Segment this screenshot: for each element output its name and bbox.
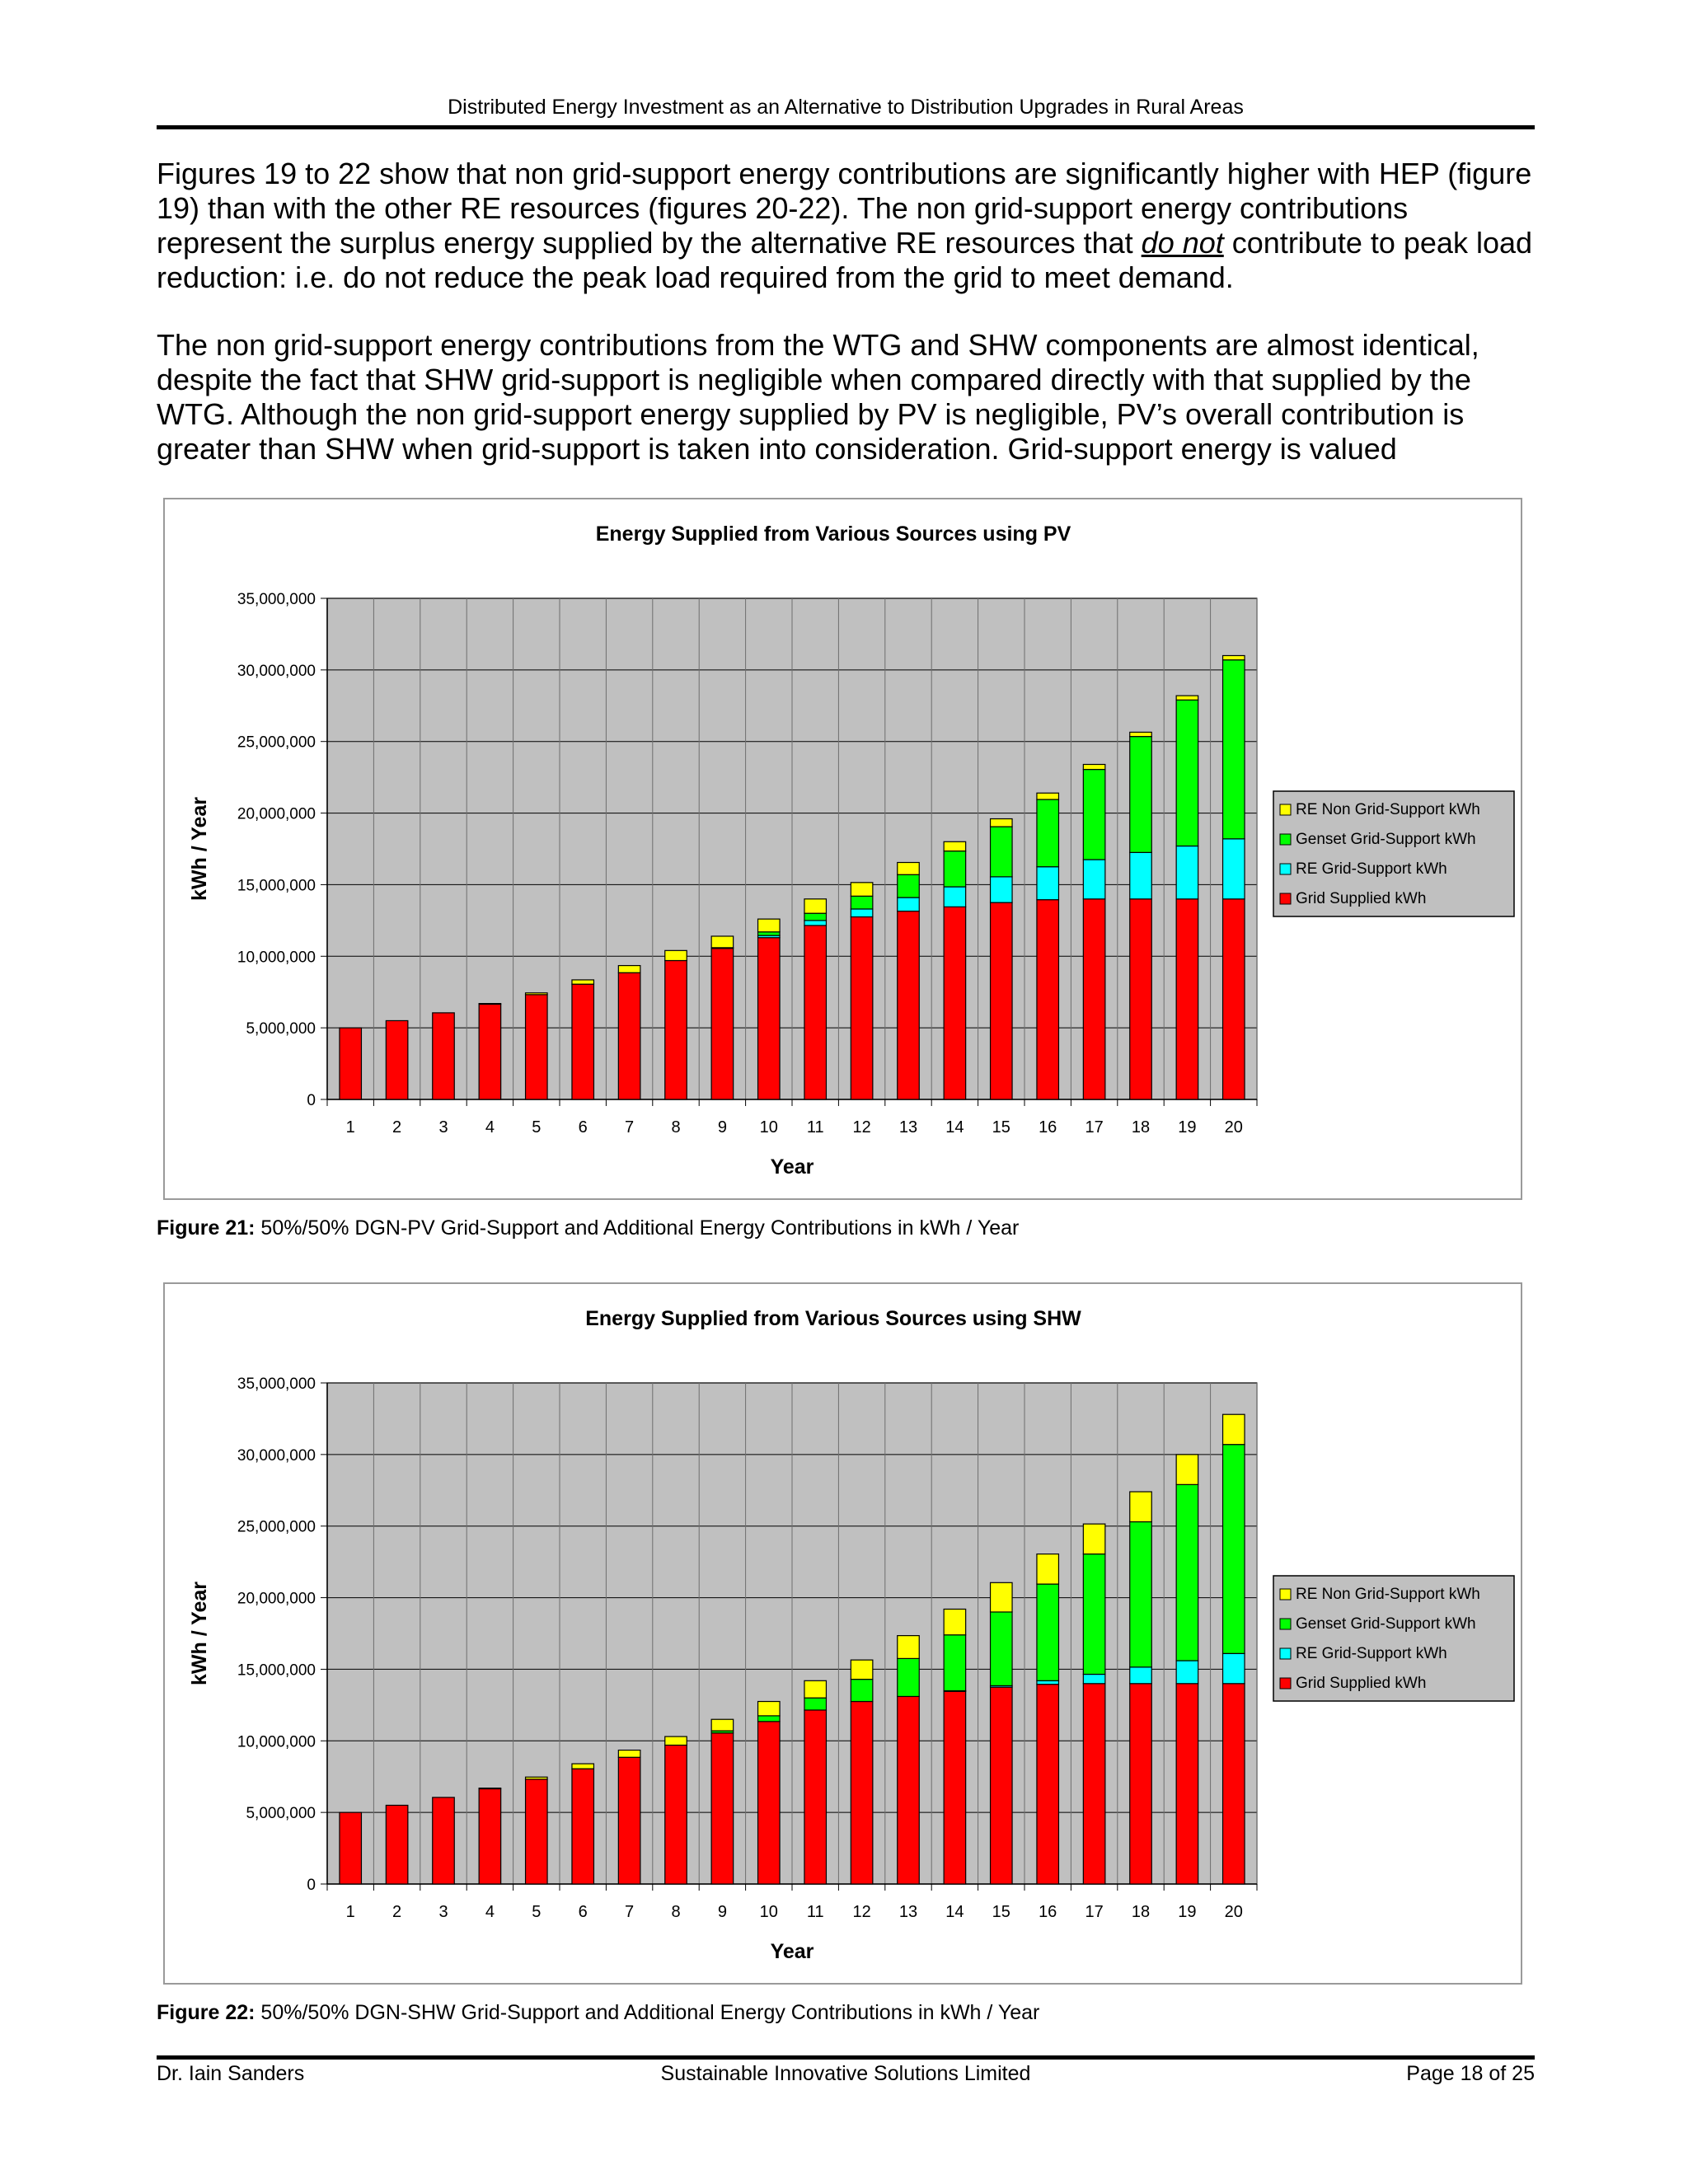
bar-segment [1037, 793, 1059, 799]
bar-segment [1223, 660, 1245, 839]
bar-segment [991, 1582, 1013, 1612]
bar-segment [1130, 1684, 1152, 1884]
legend-swatch [1280, 804, 1291, 815]
x-tick-label: 5 [532, 1903, 542, 1921]
bar-segment [758, 938, 781, 1099]
x-tick-label: 20 [1224, 1903, 1243, 1921]
bar-segment [1176, 696, 1198, 700]
bar-segment [1083, 765, 1105, 770]
bar-segment [572, 980, 594, 984]
bar-segment [1037, 1584, 1059, 1680]
bar-segment [851, 909, 873, 917]
bar-segment [1176, 899, 1198, 1099]
bar-segment [851, 917, 873, 1099]
bar-segment [618, 966, 640, 973]
bar-segment [711, 949, 734, 1099]
bar-segment [898, 874, 920, 898]
y-tick-label: 35,000,000 [237, 591, 316, 608]
figure-21-label: Figure 21: [157, 1216, 256, 1240]
y-tick-label: 30,000,000 [237, 1446, 316, 1465]
bar-segment [944, 1691, 966, 1884]
y-tick-label: 0 [307, 1877, 316, 1894]
bar-segment [526, 995, 548, 1099]
bar-segment [1130, 852, 1152, 898]
paragraph-2: The non grid-support energy contributions from the WTG and SHW components are almost identical, despite the fact that SHW grid-support is negligible when compared directly with that supplied by the WTG. Although the non grid-support energy supplied by PV is negligible, PV’s overall contribution is greater than SHW when grid-support is taken into consideration. Grid-support energy is valued [157, 328, 1479, 466]
x-tick-label: 10 [759, 1118, 778, 1137]
bar-segment [665, 1745, 687, 1884]
bar-segment [1130, 1522, 1152, 1667]
bar-segment [1037, 867, 1059, 900]
x-tick-label: 2 [392, 1118, 402, 1137]
legend-label: RE Grid-Support kWh [1296, 1645, 1447, 1662]
x-tick-label: 3 [438, 1903, 448, 1921]
bar-segment [526, 993, 548, 995]
x-tick-label: 13 [898, 1118, 918, 1137]
legend-swatch [1280, 893, 1291, 904]
bar-segment [1083, 860, 1105, 899]
bar-segment [758, 1722, 781, 1884]
legend-label: RE Grid-Support kWh [1296, 860, 1447, 878]
bar-segment [944, 1609, 966, 1634]
bar-segment [804, 1710, 827, 1884]
chart-pv-container [163, 498, 1522, 1200]
footer-company: Sustainable Innovative Solutions Limited [660, 2062, 1031, 2085]
bar-segment [1223, 899, 1245, 1099]
bar-segment [991, 877, 1013, 902]
x-axis-title: Year [770, 1940, 814, 1963]
legend-label: Genset Grid-Support kWh [1296, 831, 1476, 848]
x-tick-label: 13 [898, 1903, 918, 1921]
x-tick-label: 4 [485, 1903, 495, 1921]
paragraph-1-text-b: contribute to peak load reduction: i.e. do not reduce the peak load required from the grid to meet demand. [157, 226, 1533, 294]
bar-segment [665, 960, 687, 1099]
x-tick-label: 12 [852, 1118, 871, 1137]
bar-segment [851, 896, 873, 909]
bar-segment [991, 819, 1013, 827]
x-tick-label: 11 [806, 1118, 824, 1137]
chart-shw-container [163, 1282, 1522, 1985]
bar-segment [898, 1658, 920, 1696]
x-tick-label: 7 [625, 1903, 635, 1921]
bar-segment [479, 1788, 501, 1884]
bar-segment [1130, 732, 1152, 736]
bar-segment [479, 1004, 501, 1099]
chart-title: Energy Supplied from Various Sources using PV [595, 523, 1071, 546]
bar-segment [944, 907, 966, 1099]
bar-segment [944, 851, 966, 887]
bar-segment [991, 1687, 1013, 1884]
bar-segment [898, 1696, 920, 1884]
x-tick-label: 15 [992, 1118, 1010, 1137]
bar-segment [991, 902, 1013, 1099]
bar-segment [1083, 899, 1105, 1099]
legend-swatch [1280, 834, 1291, 845]
bar-segment [572, 1764, 594, 1769]
bar-segment [1130, 1492, 1152, 1521]
legend-swatch [1280, 1619, 1291, 1629]
bar-segment [618, 972, 640, 1099]
bar-segment [1223, 655, 1245, 659]
y-axis-title: kWh / Year [188, 1582, 211, 1685]
figure-21-caption [157, 1216, 1019, 1240]
paragraph-1-text-a: Figures 19 to 22 show that non grid-support energy contributions are significantly higher with HEP (figure 19) than with the other RE resources (figures 20-22). The non grid-support energy contributions represent the surplus energy supplied by the alternative RE resources that [157, 157, 1532, 260]
bar-segment [1176, 1455, 1198, 1484]
chart-pv [165, 499, 1521, 1198]
bar-segment [572, 1769, 594, 1884]
y-tick-label: 5,000,000 [246, 1805, 316, 1823]
bar-segment [618, 1757, 640, 1884]
figure-22-text: 50%/50% DGN-SHW Grid-Support and Additional Energy Contributions in kWh / Year [255, 2001, 1040, 2024]
bar-segment [1223, 1684, 1245, 1884]
x-tick-label: 8 [671, 1118, 681, 1137]
y-tick-label: 20,000,000 [237, 805, 316, 823]
page-header: Distributed Energy Investment as an Alternative to Distribution Upgrades in Rural Areas [448, 96, 1244, 119]
header-rule [157, 125, 1535, 129]
x-tick-label: 5 [532, 1118, 542, 1137]
bar-segment [898, 912, 920, 1099]
bar-segment [1083, 1554, 1105, 1675]
bar-segment [1223, 839, 1245, 899]
y-tick-label: 25,000,000 [237, 733, 316, 752]
bar-segment [898, 863, 920, 875]
bar-segment [804, 1680, 827, 1698]
legend-swatch [1280, 1589, 1291, 1600]
x-tick-label: 4 [485, 1118, 495, 1137]
bar-segment [758, 1702, 781, 1716]
bar-segment [758, 932, 781, 935]
legend-swatch [1280, 864, 1291, 874]
bar-segment [618, 1750, 640, 1758]
bar-segment [526, 1779, 548, 1884]
bar-segment [1176, 1684, 1198, 1884]
bar-segment [944, 841, 966, 851]
x-tick-label: 9 [717, 1118, 727, 1137]
bar-segment [572, 984, 594, 1099]
y-axis-title: kWh / Year [188, 797, 211, 901]
bar-segment [898, 1636, 920, 1659]
bar-segment [526, 1777, 548, 1779]
bar-segment [711, 936, 734, 948]
bar-segment [665, 1736, 687, 1745]
bar-segment [758, 919, 781, 932]
bar-segment [340, 1812, 362, 1884]
bar-segment [1176, 1484, 1198, 1661]
figure-21-text: 50%/50% DGN-PV Grid-Support and Additional Energy Contributions in kWh / Year [255, 1216, 1020, 1240]
x-tick-label: 12 [852, 1903, 871, 1921]
x-tick-label: 2 [392, 1903, 402, 1921]
bar-segment [804, 921, 827, 926]
bar-segment [1037, 1685, 1059, 1884]
bar-segment [386, 1020, 408, 1099]
bar-segment [711, 1719, 734, 1731]
x-tick-label: 3 [438, 1118, 448, 1137]
paragraph-1-emphasis: do not [1141, 226, 1224, 260]
bar-segment [804, 1698, 827, 1710]
y-tick-label: 5,000,000 [246, 1020, 316, 1038]
figure-22-caption [157, 2001, 1039, 2025]
footer-page-number: Page 18 of 25 [1406, 2062, 1535, 2085]
bar-segment [711, 1733, 734, 1884]
x-tick-label: 19 [1178, 1903, 1197, 1921]
x-tick-label: 18 [1131, 1118, 1151, 1137]
y-tick-label: 10,000,000 [237, 1733, 316, 1751]
bar-segment [1130, 737, 1152, 853]
bar-segment [1176, 700, 1198, 846]
bar-segment [944, 887, 966, 907]
bar-segment [1083, 1684, 1105, 1884]
x-tick-label: 16 [1039, 1118, 1057, 1137]
legend-label: RE Non Grid-Support kWh [1296, 1586, 1480, 1603]
chart-title: Energy Supplied from Various Sources using SHW [585, 1307, 1081, 1330]
bar-segment [340, 1028, 362, 1099]
y-tick-label: 20,000,000 [237, 1590, 316, 1608]
x-tick-label: 15 [992, 1903, 1010, 1921]
bar-segment [1130, 899, 1152, 1099]
x-tick-label: 6 [578, 1903, 588, 1921]
y-tick-label: 0 [307, 1092, 316, 1109]
x-tick-label: 19 [1178, 1118, 1197, 1137]
bar-segment [851, 1660, 873, 1679]
chart-shw [165, 1284, 1521, 1983]
x-tick-label: 16 [1039, 1903, 1057, 1921]
bar-segment [479, 1788, 501, 1789]
y-tick-label: 30,000,000 [237, 662, 316, 680]
x-tick-label: 17 [1085, 1118, 1104, 1137]
legend-label: Grid Supplied kWh [1296, 890, 1427, 907]
y-tick-label: 15,000,000 [237, 877, 316, 895]
paragraph-1 [157, 157, 1541, 295]
bar-segment [804, 899, 827, 913]
bar-segment [991, 827, 1013, 877]
footer-rule [157, 2055, 1535, 2060]
bar-segment [804, 913, 827, 921]
bar-segment [479, 1004, 501, 1005]
y-tick-label: 25,000,000 [237, 1518, 316, 1536]
bar-segment [1037, 799, 1059, 867]
x-tick-label: 11 [806, 1903, 824, 1921]
bar-segment [804, 926, 827, 1099]
legend-label: RE Non Grid-Support kWh [1296, 801, 1480, 818]
bar-segment [386, 1805, 408, 1884]
legend-swatch [1280, 1648, 1291, 1659]
x-tick-label: 14 [945, 1903, 964, 1921]
bar-segment [1223, 1445, 1245, 1654]
bar-segment [1037, 1680, 1059, 1684]
bar-segment [898, 898, 920, 912]
bar-segment [1037, 1554, 1059, 1584]
bar-segment [1037, 900, 1059, 1099]
bar-segment [433, 1797, 455, 1884]
legend-label: Genset Grid-Support kWh [1296, 1615, 1476, 1633]
bar-segment [991, 1612, 1013, 1685]
bar-segment [944, 1635, 966, 1691]
x-tick-label: 17 [1085, 1903, 1104, 1921]
figure-22-label: Figure 22: [157, 2001, 256, 2024]
bar-segment [1083, 770, 1105, 860]
bar-segment [758, 1716, 781, 1722]
bar-segment [851, 1702, 873, 1884]
x-tick-label: 14 [945, 1118, 964, 1137]
y-tick-label: 10,000,000 [237, 949, 316, 967]
y-tick-label: 35,000,000 [237, 1376, 316, 1393]
bar-segment [1083, 1675, 1105, 1684]
legend-label: Grid Supplied kWh [1296, 1675, 1427, 1692]
x-axis-title: Year [770, 1155, 814, 1179]
x-tick-label: 7 [625, 1118, 635, 1137]
bar-segment [1223, 1414, 1245, 1444]
legend-swatch [1280, 1678, 1291, 1689]
x-tick-label: 10 [759, 1903, 778, 1921]
x-tick-label: 20 [1224, 1118, 1243, 1137]
bar-segment [1223, 1653, 1245, 1683]
x-tick-label: 18 [1131, 1903, 1151, 1921]
x-tick-label: 8 [671, 1903, 681, 1921]
bar-segment [665, 950, 687, 960]
bar-segment [1083, 1524, 1105, 1554]
bar-segment [433, 1013, 455, 1099]
x-tick-label: 1 [345, 1118, 355, 1137]
bar-segment [851, 1680, 873, 1702]
x-tick-label: 1 [345, 1903, 355, 1921]
x-tick-label: 9 [717, 1903, 727, 1921]
footer-author: Dr. Iain Sanders [157, 2062, 305, 2085]
bar-segment [1176, 1661, 1198, 1684]
x-tick-label: 6 [578, 1118, 588, 1137]
bar-segment [851, 883, 873, 897]
y-tick-label: 15,000,000 [237, 1661, 316, 1680]
bar-segment [1130, 1667, 1152, 1684]
bar-segment [1176, 846, 1198, 899]
